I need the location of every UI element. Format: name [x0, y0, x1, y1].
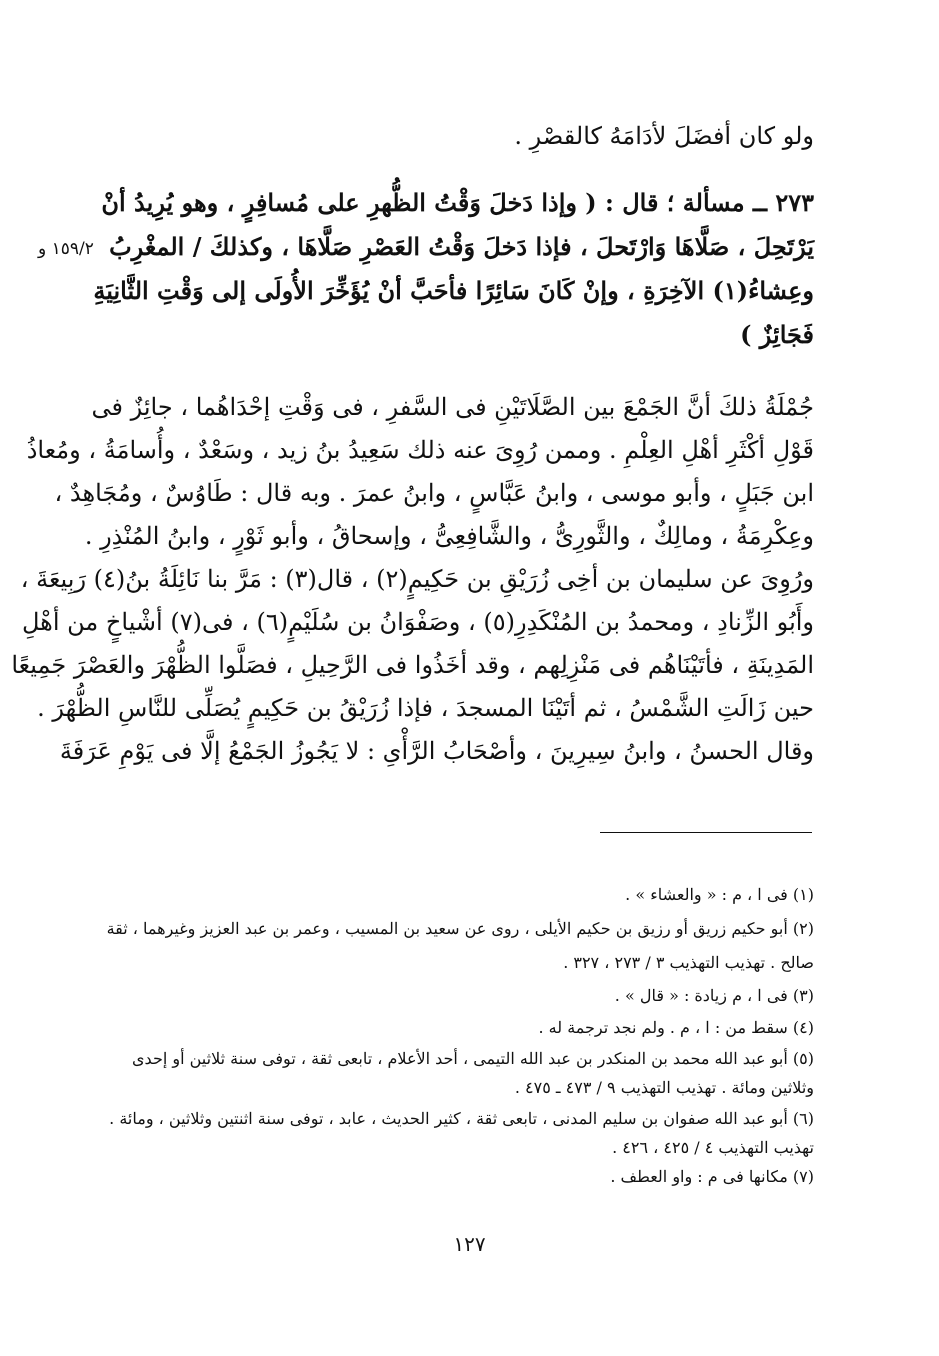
footnote-3: (٣) فى ا ، م زيادة : « قال » .: [614, 986, 814, 1005]
commentary-line-2: قَوْلِ أكْثَرِ أهْلِ العِلْمِ . وممن رُوِىَ عنه ذلك سَعِيدُ بنُ زيد ، وسَعْدٌ ، وأُسامَةُ ، ومُعاذُ: [26, 436, 814, 464]
issue-line-4: فَجَائِزٌ ): [740, 320, 814, 349]
footnote-7: (٧) مكانها فى م : واو العطف .: [610, 1167, 814, 1186]
issue-line-1: ٢٧٣ ــ مسألة ؛ قال : ( وإذا دَخلَ وَقْتُ الظُّهرِ على مُسافِرٍ ، وهو يُرِيدُ أنْ: [101, 188, 814, 217]
footnote-1: (١) فى ا ، م : « والعشاء » .: [625, 885, 814, 904]
commentary-line-6: وأَبُو الزِّنادِ ، ومحمدُ بن المُنْكَدِرِ(٥) ، وصَفْوَانُ بن سُلَيْمٍ(٦) ، فى(٧) أشْياخٍ من أهْلِ: [22, 608, 814, 636]
margin-reference: ١٥٩/٢ و: [38, 239, 94, 259]
commentary-line-3: ابن جَبَلٍ ، وأبو موسى ، وابنُ عَبَّاسٍ ، وابنُ عمرَ . وبه قال : طَاوُسٌ ، ومُجَاهِدٌ ،: [54, 479, 814, 507]
commentary-line-4: وعِكْرِمَةُ ، ومالِكٌ ، والثَّورِىُّ ، والشَّافِعِىُّ ، وإسحاقُ ، وأبو ثَوْرٍ ، وابنُ المُنْذِرِ .: [84, 522, 814, 550]
intro-line: ولو كان أفضَلَ لأدَامَهُ كالقصْرِ .: [514, 122, 814, 150]
footnote-2: (٢) أبو حكيم زريق أو رزيق بن حكيم الأيلى ، روى عن سعيد بن المسيب ، وعمر بن عبد العزيز وغيرهما ، ثقة: [106, 919, 814, 938]
commentary-line-9: وقال الحسنُ ، وابنُ سِيرِينَ ، وأصْحَابُ الرَّأْىِ : لا يَجُوزُ الجَمْعُ إلَّا فى يَوْمِ عَرَفَةَ: [59, 737, 814, 765]
footnote-6: (٦) أبو عبد الله صفوان بن سليم المدنى ، تابعى ثقة ، كثير الحديث ، عابد ، توفى سنة اثنتين وثلاثين ، ومائة .: [109, 1109, 814, 1128]
commentary-line-7: المَدِينَةِ ، فأتَيْنَاهُم فى مَنْزِلِهم ، وقد أخَذُوا فى الرَّحِيلِ ، فصَلَّوا الظُّهْرَ والعَصْرَ جَمِيعًا: [11, 651, 814, 679]
commentary-line-5: ورُوِىَ عن سليمان بن أخِى زُرَيْقِ بن حَكِيمٍ(٢) ، قال(٣) : مَرَّ بنا نَائِلَةُ بنُ(٤) رَبِيعَةَ ،: [20, 565, 814, 593]
footnote-4: (٤) سقط من : ا ، م . ولم نجد ترجمة له .: [538, 1018, 814, 1037]
commentary-line-1: جُمْلَةُ ذلكَ أنَّ الجَمْعَ بين الصَّلَاتَيْنِ فى السَّفرِ ، فى وَقْتِ إحْدَاهُما ، جائِزٌ فى: [91, 393, 814, 421]
footnote-5: (٥) أبو عبد الله محمد بن المنكدر بن عبد الله التيمى ، أحد الأعلام ، تابعى ثقة ، توفى سنة ثلاثين أو إحدى: [132, 1049, 814, 1068]
footnote-5-continued: وثلاثين ومائة . تهذيب التهذيب ٩ / ٤٧٣ ـ ٤٧٥ .: [514, 1078, 814, 1097]
footnote-2-continued: صالح . تهذيب التهذيب ٣ / ٢٧٣ ، ٣٢٧ .: [563, 953, 814, 972]
page-number: ١٢٧: [453, 1232, 486, 1256]
footnote-separator: [600, 832, 812, 833]
issue-line-2: يَرْتَحِلَ ، صَلَّاهَا وَارْتَحلَ ، فإذا دَخلَ وَقْتُ العَصْرِ صَلَّاهَا ، وكذلكَ / المغْرِبُ: [109, 232, 814, 261]
commentary-line-8: حين زَالَتِ الشَّمْسُ ، ثم أتَيْنَا المسجدَ ، فإذا زُرَيْقُ بن حَكِيمٍ يُصَلِّى للنَّاسِ الظُّهْرَ .: [37, 694, 814, 722]
issue-line-3: وعِشاءُ(١) الآخِرَةِ ، وإنْ كَانَ سَائِرًا فأحَبَّ أنْ يُؤَخِّرَ الأُولَى إلى وَقْتِ الثَّانِيَةِ: [93, 276, 814, 305]
footnote-6-continued: تهذيب التهذيب ٤ / ٤٢٥ ، ٤٢٦ .: [612, 1138, 814, 1157]
